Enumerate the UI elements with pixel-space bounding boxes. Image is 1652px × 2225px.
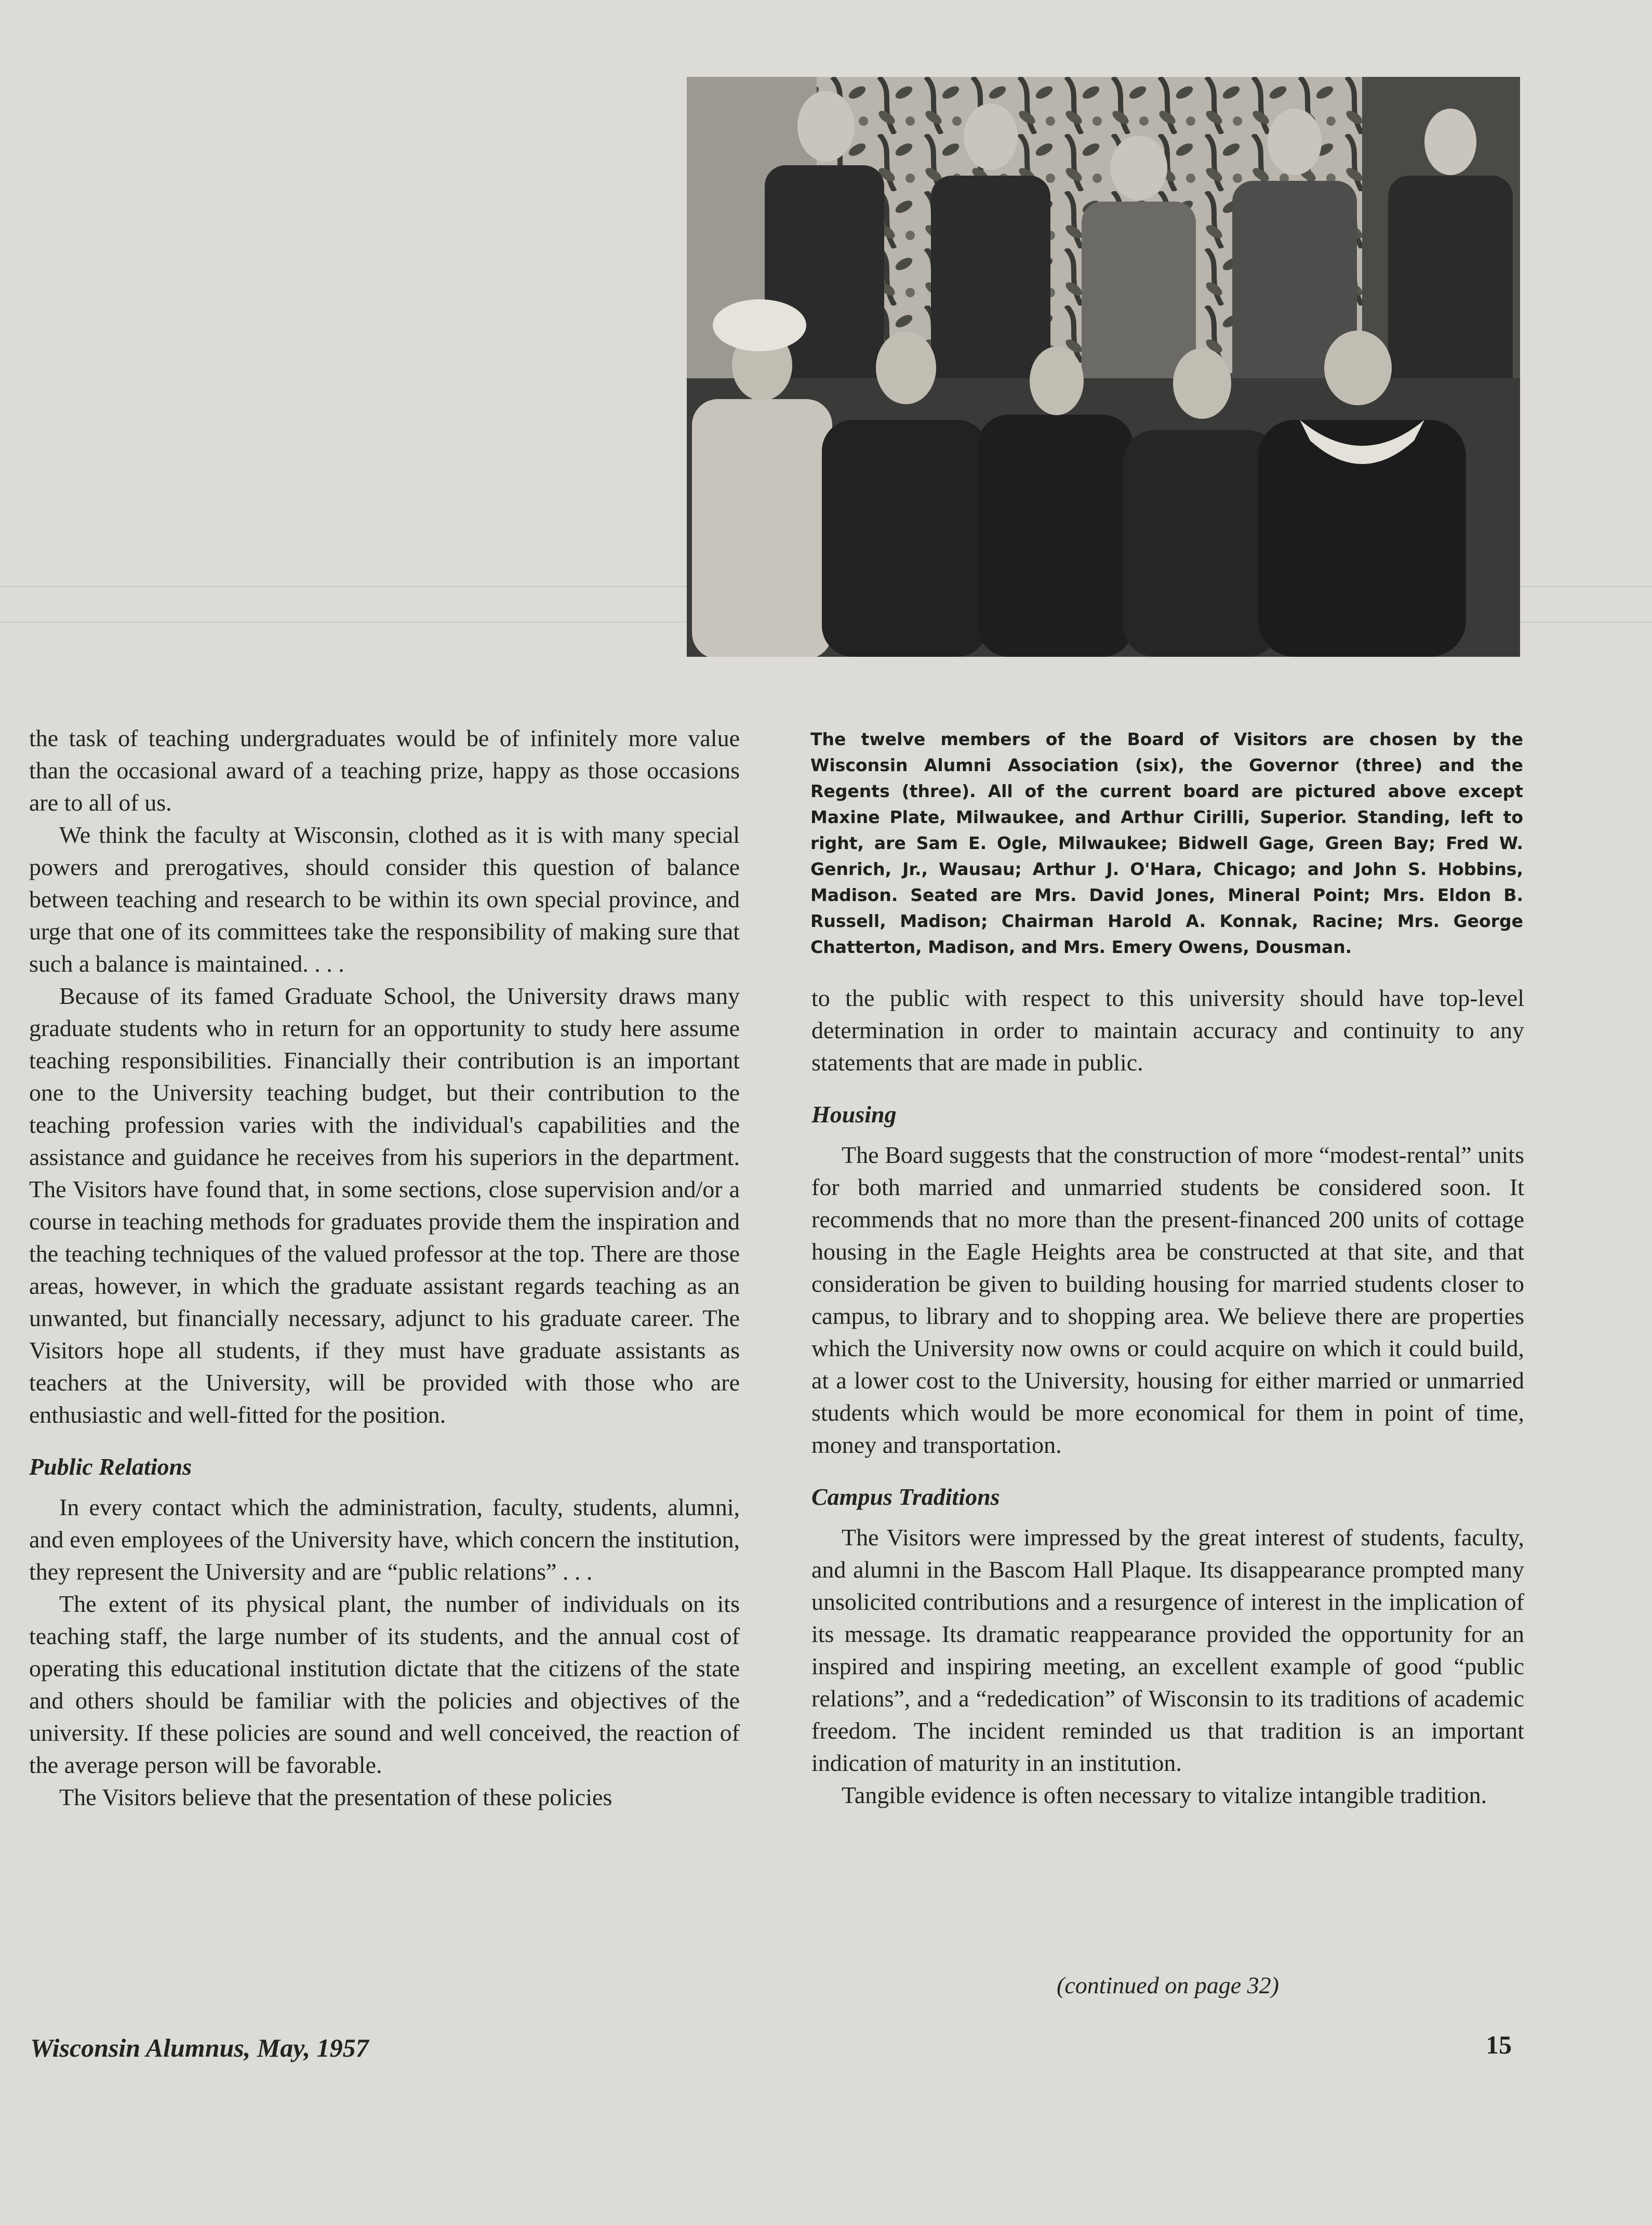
paragraph: The Visitors were impressed by the great interest of students, faculty, and alumni in the Bascom Hall Plaque. Its disappearance prompted many unsolicited contributions and a resurgence of interest in the implication of its message. Its dramatic reappearance provided the opportunity for an inspired and inspiring meeting, an excellent example of good “public relations”, and a “rededication” of Wisconsin to its traditions of academic freedom. The incident reminded us that tradition is an important indication of maturity in an institution. [811,1524,1524,1776]
page-number: 15 [1486,2030,1512,2059]
continued-notice: (continued on page 32) [1057,1972,1279,1998]
paragraph: The extent of its physical plant, the number of individuals on its teaching staff, the large number of its students, and the annual cost of operating this educational institution dictate that the citizens of the state and others should be familiar with the policies and objectives of the university. If these policies are sound and well conceived, the reaction of the average person will be favorable. [29,1591,740,1778]
paragraph: In every contact which the administration, faculty, students, alumni, and even employees of the University have, which concern the institution, they represent the University and are “public relations” . . . [29,1494,740,1585]
section-heading-housing: Housing [811,1101,897,1128]
right-column [811,982,1524,1811]
board-photo-illustration [687,77,1520,657]
publication-footer: Wisconsin Alumnus, May, 1957 [30,2033,369,2062]
paragraph: We think the faculty at Wisconsin, clothed as it is with many special powers and prerogatives, should consider this question of balance between teaching and research to be within its own special province, and urge that one of its committees take the responsibility of making sure that such a balance is maintained. . . . [29,822,740,977]
paragraph: Because of its famed Graduate School, the University draws many graduate students who in return for an opportunity to study here assume teaching responsibilities. Financially their contribution is an important one to the University teaching budget, but their contribution to the teaching profession varies with the individual's capabilities and the assistance and guidance he receives from his superiors in the department. The Visitors have found that, in some sections, close supervision and/or a course in teaching methods for graduates provide them the inspiration and the teaching techniques of the valued professor at the top. There are those areas, however, in which the graduate assistant regards teaching as an unwanted, but financially necessary, adjunct to his graduate career. The Visitors hope all students, if they must have graduate assistants as teachers at the University, will be provided with those who are enthusiastic and well-fitted for the position. [29,983,740,1428]
left-column [29,722,740,1813]
section-heading-campus-traditions: Campus Traditions [811,1484,1000,1510]
paragraph: Tangible evidence is often necessary to vitalize intangible tradition. [842,1782,1487,1808]
board-photo [687,77,1520,657]
photo-caption: The twelve members of the Board of Visitors are chosen by the Wisconsin Alumni Association (six), the Governor (three) and the Regents (three). All of the current board are pictured above except Maxine Plate, Milwaukee, and Arthur Cirilli, Superior. Standing, left to right, are Sam E. Ogle, Milwaukee; Bidwell Gage, Green Bay; Fred W. Genrich, Jr., Wausau; Arthur J. O'Hara, Chicago; and John S. Hobbins, Madison. Seated are Mrs. David Jones, Mineral Point; Mrs. Eldon B. Russell, Madison; Chairman Harold A. Konnak, Racine; Mrs. George Chatterton, Madison, and Mrs. Emery Owens, Dousman. [810,729,1523,957]
paragraph: The Board suggests that the construction of more “modest-rental” units for both married and unmarried students be considered soon. It recommends that no more than the present-financed 200 units of cottage housing in the Eagle Heights area be constructed at that site, and that consideration be given to building housing for married students closer to campus, to library and to shopping area. We believe there are properties which the University now owns or could acquire on which it could build, at a lower cost to the University, housing for either married or unmarried students which would be more economical for them in point of time, money and transportation. [811,1142,1524,1458]
paragraph: The Visitors believe that the presentation of these policies [59,1784,612,1810]
paragraph: the task of teaching undergraduates would be of infinitely more value than the occasional award of a teaching prize, happy as those occasions are to all of us. [29,725,740,816]
paragraph: to the public with respect to this university should have top-level determination in order to maintain accuracy and continuity to any statements that are made in public. [811,985,1524,1076]
section-heading-public-relations: Public Relations [29,1453,192,1480]
